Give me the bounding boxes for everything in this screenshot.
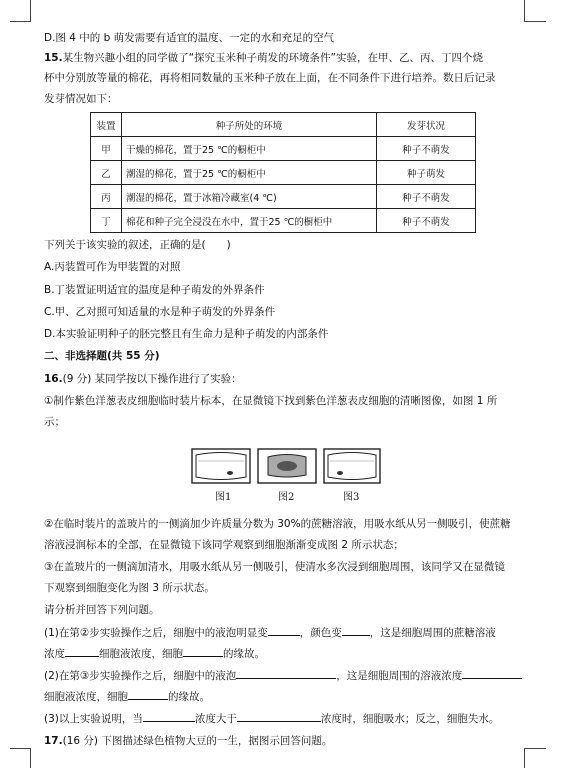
answer-blank[interactable]: [183, 646, 223, 657]
answer-blank[interactable]: [237, 711, 321, 722]
answer-blank[interactable]: [143, 711, 195, 722]
table-cell: 丙: [91, 185, 122, 209]
q16-prompt: 请分析并回答下列问题。: [44, 604, 160, 616]
option-d-prev: D.图 4 中的 b 萌发需要有适宜的温度、一定的水和充足的空气: [44, 32, 335, 44]
table-cell: 潮湿的棉花，置于冰箱冷藏室(4 ℃): [122, 185, 377, 209]
fill-text: ，颜色变: [299, 627, 342, 639]
table-row: [91, 161, 476, 185]
fill-text: (1)在第②步实验操作之后，细胞中的液泡明显变: [44, 627, 268, 639]
crop-mark: [10, 21, 31, 22]
crop-mark: [10, 748, 31, 749]
table-row: [91, 185, 476, 209]
q16-number: 16.: [44, 373, 63, 385]
section-heading: 二、非选择题(共 55 分): [44, 350, 160, 362]
table-cell: 棉花和种子完全浸没在水中，置于25 ℃的橱柜中: [122, 209, 377, 233]
crop-mark: [30, 748, 31, 768]
q16-part2-line1: [44, 668, 522, 683]
fill-text: 细胞液浓度，细胞: [44, 691, 128, 703]
table-header-cell: 装置: [91, 113, 122, 137]
q16-part1-line2: [44, 646, 265, 661]
fill-text: (3)以上实验说明，当: [44, 713, 143, 725]
q17-number: 17.: [44, 735, 63, 747]
q15-stem-line3: 发芽情况如下：: [44, 93, 118, 105]
answer-blank[interactable]: [65, 646, 99, 657]
crop-mark: [524, 748, 525, 768]
cell-figure-3: [324, 449, 380, 483]
answer-blank[interactable]: [342, 625, 370, 636]
table-header-cell: 种子所处的环境: [122, 113, 377, 137]
q16-part3: [44, 711, 499, 726]
q16-part2-line2: [44, 689, 210, 704]
table-row: [91, 137, 476, 161]
fill-text: 的缘故。: [223, 648, 265, 660]
crop-mark: [524, 21, 546, 22]
answer-blank[interactable]: [462, 668, 522, 679]
q16-part1-line1: [44, 625, 496, 640]
figure-caption-1: 图1: [215, 492, 232, 503]
table-cell: 甲: [91, 137, 122, 161]
q15-stem-line2: 杯中分别放等量的棉花，再将相同数量的玉米种子放在上面，在不同条件下进行培养。数日后记录: [44, 72, 496, 84]
answer-blank[interactable]: [236, 668, 336, 679]
experiment-table: [90, 112, 476, 233]
fill-text: (2)在第③步实验操作之后，细胞中的液泡: [44, 670, 237, 682]
table-row: [91, 209, 476, 233]
q17-text: (16 分) 下图描述绿色植物大豆的一生，据图示回答问题。: [62, 735, 333, 747]
table-cell: 种子不萌发: [377, 185, 476, 209]
cell-figure-2: [258, 449, 316, 483]
crop-mark: [30, 0, 31, 22]
q16-step3-line2: 下观察到细胞变化为图 3 所示状态。: [44, 582, 215, 594]
q15-option-c: C.甲、乙对照可知适量的水是种子萌发的外界条件: [44, 306, 276, 318]
crop-mark: [524, 0, 525, 22]
q16-header: [44, 372, 242, 386]
q16-step2-line2: 溶液浸润标本的全部，在显微镜下该同学观察到细胞渐渐变成图 2 所示状态；: [44, 539, 404, 551]
table-header-row: [91, 113, 476, 137]
table-cell: 潮湿的棉花，置于25 ℃的橱柜中: [122, 161, 377, 185]
cell-figure-1: [192, 449, 250, 483]
table-cell: 干燥的棉花，置于25 ℃的橱柜中: [122, 137, 377, 161]
table-cell: 丁: [91, 209, 122, 233]
fill-text: 的缘故。: [168, 691, 210, 703]
q16-step1-line2: 示；: [44, 416, 65, 428]
table-cell: 种子不萌发: [377, 209, 476, 233]
fill-text: 浓度大于: [194, 713, 237, 725]
fill-text: 细胞液浓度，细胞: [99, 648, 183, 660]
fill-text: ，这是细胞周围的溶液浓度: [336, 670, 463, 682]
fill-text: 浓度时，细胞吸水；反之，细胞失水。: [320, 713, 500, 725]
q16-step1-line1: ①制作紫色洋葱表皮细胞临时装片标本，在显微镜下找到紫色洋葱表皮细胞的清晰图像，如图 1 所: [44, 395, 498, 407]
q16-step2-line1: ②在临时装片的盖玻片的一侧滴加少许质量分数为 30%的蔗糖溶液，用吸水纸从另一侧吸引，使蔗糖: [44, 518, 511, 530]
table-cell: 种子不萌发: [377, 137, 476, 161]
answer-blank[interactable]: [268, 625, 300, 636]
q15-option-d: D.本实验证明种子的胚完整且有生命力是种子萌发的内部条件: [44, 328, 329, 340]
crop-mark: [524, 748, 546, 749]
q17-header: [44, 734, 332, 748]
figure-caption-3: 图3: [343, 492, 360, 503]
q15-question: 下列关于该实验的叙述，正确的是( ): [44, 239, 231, 251]
q15-option-a: A.丙装置可作为甲装置的对照: [44, 261, 181, 273]
q15-number: 15.: [44, 52, 63, 64]
answer-blank[interactable]: [128, 689, 168, 700]
q16-step3-line1: ③在盖玻片的一侧滴加清水，用吸水纸从另一侧吸引，使清水多次浸到细胞周围，该同学又在显微镜: [44, 561, 505, 573]
q16-header-text: (9 分) 某同学按以下操作进行了实验：: [62, 373, 242, 385]
q15-option-b: B.丁装置证明适宜的温度是种子萌发的外界条件: [44, 284, 265, 296]
q15-stem-line1: [44, 51, 483, 65]
table-cell: 种子萌发: [377, 161, 476, 185]
table-cell: 乙: [91, 161, 122, 185]
fill-text: 浓度: [44, 648, 65, 660]
q15-stem-text: 某生物兴趣小组的同学做了“探究玉米种子萌发的环境条件”实验，在甲、乙、丙、丁四个烧: [62, 52, 483, 64]
fill-text: ，这是细胞周围的蔗糖溶液: [369, 627, 496, 639]
table-header-cell: 发芽状况: [377, 113, 476, 137]
figure-caption-2: 图2: [278, 492, 295, 503]
